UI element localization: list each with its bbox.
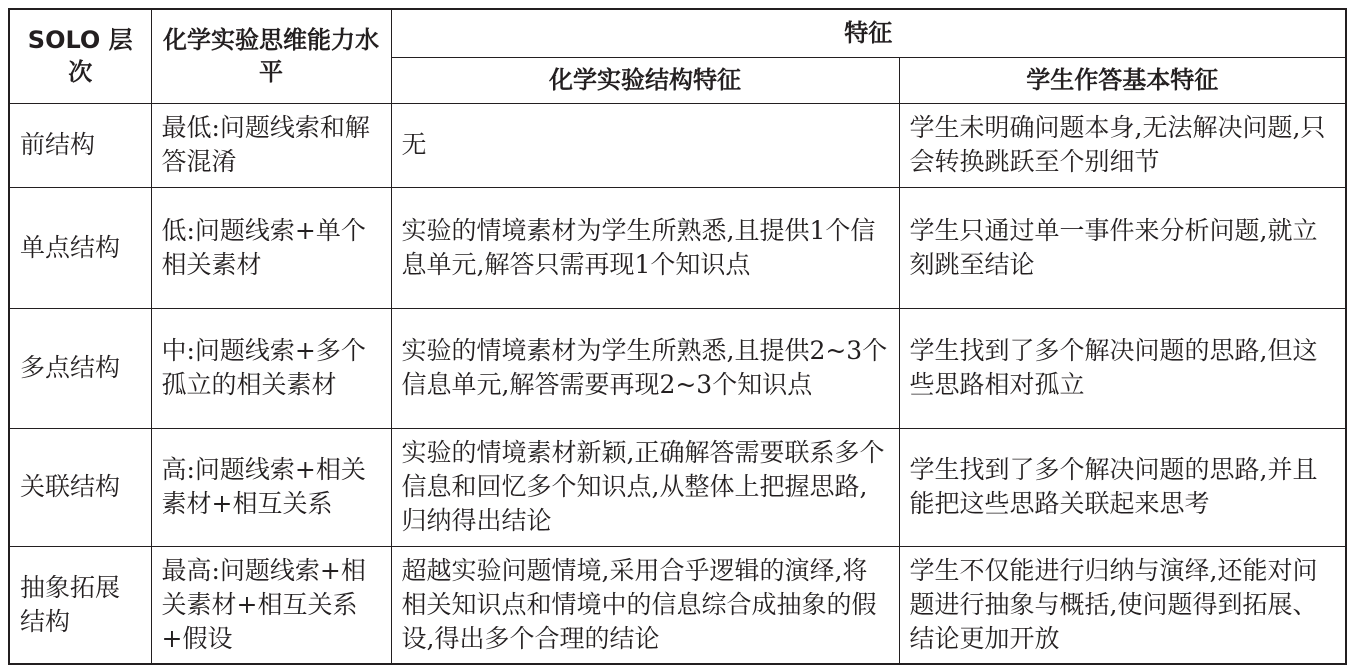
cell-structure-features: 实验的情境素材新颖,正确解答需要联系多个信息和回忆多个知识点,从整体上把握思路,归纳得出结论 [391, 428, 899, 546]
cell-answer-features: 学生只通过单一事件来分析问题,就立刻跳至结论 [899, 187, 1346, 308]
header-thinking-level: 化学实验思维能力水平 [151, 9, 391, 103]
header-solo-level: SOLO 层次 [9, 9, 151, 103]
solo-level-table [8, 8, 1347, 665]
cell-structure-features: 实验的情境素材为学生所熟悉,且提供2~3个信息单元,解答需要再现2~3个知识点 [391, 308, 899, 428]
cell-thinking-level: 最低:问题线索和解答混淆 [151, 103, 391, 187]
table-row [9, 187, 1346, 308]
cell-solo-level: 抽象拓展结构 [9, 546, 151, 664]
cell-thinking-level: 高:问题线索+相关素材+相互关系 [151, 428, 391, 546]
table-row [9, 546, 1346, 664]
table-row [9, 308, 1346, 428]
header-features: 特征 [391, 9, 1346, 57]
header-structure-features: 化学实验结构特征 [391, 57, 899, 103]
cell-solo-level: 前结构 [9, 103, 151, 187]
table-row [9, 428, 1346, 546]
cell-answer-features: 学生不仅能进行归纳与演绎,还能对问题进行抽象与概括,使问题得到拓展、结论更加开放 [899, 546, 1346, 664]
table-row [9, 103, 1346, 187]
cell-solo-level: 单点结构 [9, 187, 151, 308]
cell-answer-features: 学生找到了多个解决问题的思路,但这些思路相对孤立 [899, 308, 1346, 428]
cell-solo-level: 关联结构 [9, 428, 151, 546]
cell-solo-level: 多点结构 [9, 308, 151, 428]
header-answer-features: 学生作答基本特征 [899, 57, 1346, 103]
cell-thinking-level: 低:问题线索+单个相关素材 [151, 187, 391, 308]
cell-structure-features: 实验的情境素材为学生所熟悉,且提供1个信息单元,解答只需再现1个知识点 [391, 187, 899, 308]
cell-thinking-level: 最高:问题线索+相关素材+相互关系+假设 [151, 546, 391, 664]
cell-structure-features: 超越实验问题情境,采用合乎逻辑的演绎,将相关知识点和情境中的信息综合成抽象的假设,得出多个合理的结论 [391, 546, 899, 664]
cell-answer-features: 学生未明确问题本身,无法解决问题,只会转换跳跃至个别细节 [899, 103, 1346, 187]
cell-structure-features: 无 [391, 103, 899, 187]
cell-answer-features: 学生找到了多个解决问题的思路,并且能把这些思路关联起来思考 [899, 428, 1346, 546]
cell-thinking-level: 中:问题线索+多个孤立的相关素材 [151, 308, 391, 428]
